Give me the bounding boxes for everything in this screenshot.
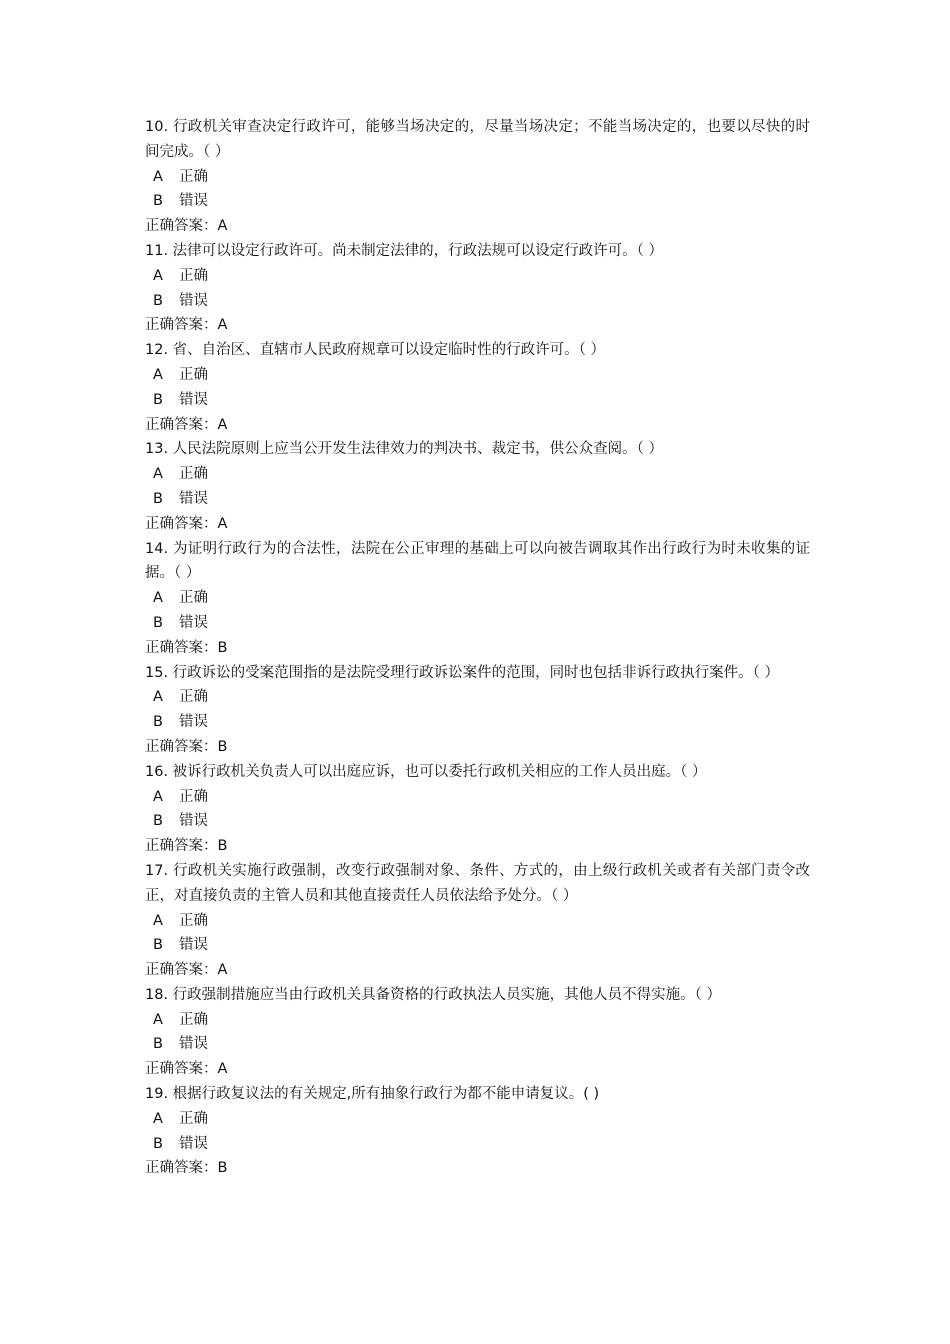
option-b <box>145 710 810 735</box>
option-a <box>145 165 810 190</box>
question-text: 12. 省、自治区、直辖市人民政府规章可以设定临时性的行政许可。（ ） <box>145 342 606 359</box>
question-text: 14. 为证明行政行为的合法性，法院在公正审理的基础上可以向被告调取其作出行政行为时未收集的证据。（ ） <box>145 540 810 582</box>
question-text: 19. 根据行政复议法的有关规定,所有抽象行政行为都不能申请复议。( ) <box>145 1086 600 1103</box>
option-letter: B <box>153 292 163 309</box>
option-label: 正确 <box>179 1011 208 1028</box>
answer-prefix: 正确答案： <box>145 962 218 979</box>
option-label: 正确 <box>179 788 208 805</box>
option-label: 错误 <box>179 1135 208 1152</box>
option-letter: B <box>153 1135 163 1152</box>
answer-prefix: 正确答案： <box>145 515 218 532</box>
question-block <box>145 760 810 859</box>
option-label: 正确 <box>179 912 208 929</box>
question-block <box>145 859 810 983</box>
option-label: 错误 <box>179 1036 208 1053</box>
answer-prefix: 正确答案： <box>145 1061 218 1078</box>
option-a <box>145 909 810 934</box>
correct-answer <box>145 636 810 661</box>
option-letter: B <box>153 1036 163 1053</box>
option-label: 错误 <box>179 714 208 731</box>
question-text: 18. 行政强制措施应当由行政机关具备资格的行政执法人员实施，其他人员不得实施。（ ） <box>145 986 722 1003</box>
correct-answer <box>145 735 810 760</box>
option-a <box>145 264 810 289</box>
question-block <box>145 983 810 1082</box>
option-letter: B <box>153 937 163 954</box>
option-label: 错误 <box>179 813 208 830</box>
option-label: 错误 <box>179 292 208 309</box>
option-letter: A <box>153 1110 163 1127</box>
option-a <box>145 363 810 388</box>
answer-value: B <box>217 639 228 656</box>
question-text: 11. 法律可以设定行政许可。尚未制定法律的，行政法规可以设定行政许可。（ ） <box>145 242 664 259</box>
option-letter: A <box>153 1011 163 1028</box>
option-b <box>145 809 810 834</box>
question-block <box>145 661 810 760</box>
option-b <box>145 487 810 512</box>
option-label: 正确 <box>179 689 208 706</box>
answer-prefix: 正确答案： <box>145 1160 218 1177</box>
option-letter: B <box>153 813 163 830</box>
option-letter: A <box>153 267 163 284</box>
question-block <box>145 239 810 338</box>
answer-value: A <box>217 416 228 433</box>
answer-prefix: 正确答案： <box>145 317 218 334</box>
question-block <box>145 338 810 437</box>
answer-prefix: 正确答案： <box>145 218 218 235</box>
option-label: 正确 <box>179 366 208 383</box>
option-label: 正确 <box>179 466 208 483</box>
option-letter: B <box>153 193 163 210</box>
answer-value: A <box>217 962 228 979</box>
option-label: 错误 <box>179 614 208 631</box>
option-b <box>145 933 810 958</box>
option-letter: B <box>153 391 163 408</box>
option-a <box>145 1107 810 1132</box>
option-b <box>145 611 810 636</box>
correct-answer <box>145 1156 810 1181</box>
option-label: 正确 <box>179 168 208 185</box>
question-text: 16. 被诉行政机关负责人可以出庭应诉，也可以委托行政机关相应的工作人员出庭。（ ） <box>145 763 707 780</box>
option-a <box>145 586 810 611</box>
question-text: 15. 行政诉讼的受案范围指的是法院受理行政诉讼案件的范围，同时也包括非诉行政执行案件。（ ） <box>145 664 780 681</box>
option-a <box>145 462 810 487</box>
answer-prefix: 正确答案： <box>145 738 218 755</box>
option-letter: A <box>153 168 163 185</box>
option-a <box>145 1008 810 1033</box>
option-label: 正确 <box>179 1110 208 1127</box>
option-b <box>145 1132 810 1157</box>
question-block <box>145 1082 810 1181</box>
question-block <box>145 537 810 661</box>
answer-prefix: 正确答案： <box>145 838 218 855</box>
option-b <box>145 289 810 314</box>
option-letter: A <box>153 466 163 483</box>
option-a <box>145 685 810 710</box>
answer-value: B <box>217 838 228 855</box>
correct-answer <box>145 834 810 859</box>
question-list <box>145 115 810 1181</box>
option-letter: B <box>153 490 163 507</box>
option-letter: A <box>153 689 163 706</box>
option-label: 错误 <box>179 391 208 408</box>
answer-prefix: 正确答案： <box>145 416 218 433</box>
option-letter: A <box>153 912 163 929</box>
answer-value: A <box>217 317 228 334</box>
option-letter: A <box>153 590 163 607</box>
question-text: 10. 行政机关审查决定行政许可，能够当场决定的，尽量当场决定；不能当场决定的，也要以尽快的时间完成。（ ） <box>145 119 810 160</box>
answer-value: B <box>217 1160 228 1177</box>
option-letter: A <box>153 788 163 805</box>
correct-answer <box>145 1057 810 1082</box>
option-letter: B <box>153 714 163 731</box>
correct-answer <box>145 214 810 239</box>
question-block <box>145 437 810 536</box>
option-b <box>145 1032 810 1057</box>
option-letter: B <box>153 614 163 631</box>
option-label: 正确 <box>179 590 208 607</box>
option-label: 错误 <box>179 937 208 954</box>
option-b <box>145 388 810 413</box>
question-block <box>145 115 810 239</box>
answer-prefix: 正确答案： <box>145 639 218 656</box>
correct-answer <box>145 958 810 983</box>
answer-value: A <box>217 515 228 532</box>
answer-value: A <box>217 1061 228 1078</box>
option-letter: A <box>153 366 163 383</box>
question-text: 17. 行政机关实施行政强制，改变行政强制对象、条件、方式的，由上级行政机关或者有关部门责令改正，对直接负责的主管人员和其他直接责任人员依法给予处分。（ ） <box>145 862 810 904</box>
option-label: 正确 <box>179 267 208 284</box>
option-b <box>145 189 810 214</box>
option-label: 错误 <box>179 490 208 507</box>
option-a <box>145 785 810 810</box>
answer-value: A <box>217 218 228 235</box>
option-label: 错误 <box>179 193 208 210</box>
answer-value: B <box>217 738 228 755</box>
correct-answer <box>145 512 810 537</box>
question-text: 13. 人民法院原则上应当公开发生法律效力的判决书、裁定书，供公众查阅。（ ） <box>145 441 664 458</box>
correct-answer <box>145 413 810 438</box>
correct-answer <box>145 313 810 338</box>
